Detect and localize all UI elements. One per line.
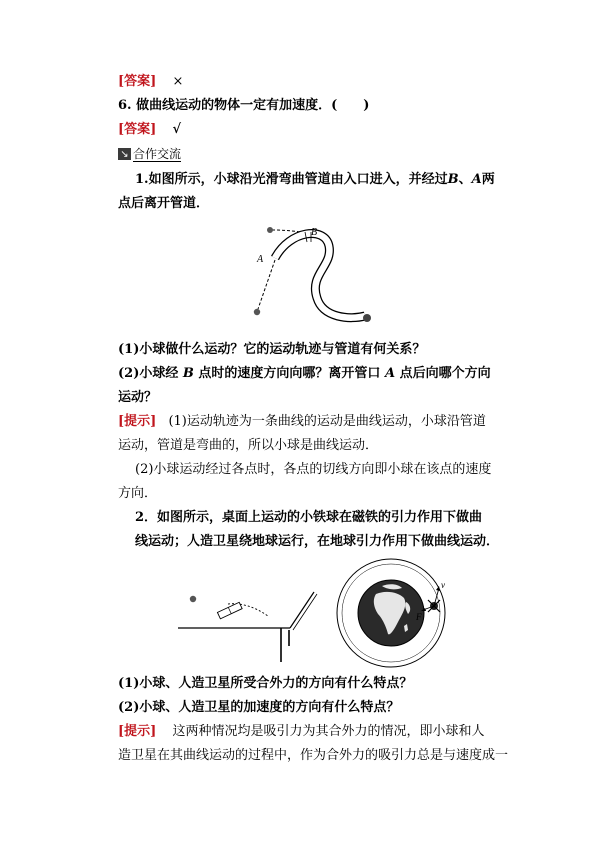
text: 点后向哪个方向: [399, 366, 491, 381]
question-6: [118, 98, 369, 114]
arrow-icon: ↘: [118, 148, 131, 160]
text: 、: [458, 172, 472, 187]
hint-label: [提示]: [118, 414, 157, 429]
section-header: [118, 146, 181, 162]
iron-ball: [190, 596, 196, 602]
p1-intro-line1: [135, 172, 495, 188]
label-b: B: [311, 227, 318, 238]
answer-cross: ×: [172, 74, 184, 89]
p1-intro-line2: 点后离开管道．: [118, 196, 210, 211]
table-edge: [290, 592, 314, 628]
q6-answer: [118, 122, 181, 138]
text: 1.如图所示，小球沿光滑弯曲管道由入口进入，并经过: [135, 172, 448, 187]
table-figure: [178, 578, 323, 663]
table-edge-back: [293, 594, 317, 630]
q5-answer: [118, 74, 183, 90]
ball-exit: [254, 309, 260, 315]
hint-text: 这两种情况均是吸引力为其合外力的情况，即小球和人: [172, 724, 485, 739]
p1-question-2-line2: 运动？: [118, 390, 158, 405]
label-f: F: [416, 612, 422, 622]
p2-hint-line2: 造卫星在其曲线运动的过程中，作为合外力的吸引力总是与速度成一: [118, 748, 509, 763]
point-a: A: [384, 366, 396, 381]
point-b: B: [447, 172, 459, 187]
p1-question-2-line1: [118, 366, 491, 382]
section-title: 合作交流: [133, 146, 182, 161]
pipe-figure: [245, 218, 385, 338]
p1-question-1: (1)小球做什么运动？它的运动轨迹与管道有何关系？: [118, 342, 426, 357]
answer-check: √: [172, 122, 181, 137]
text: (2)小球经: [118, 366, 179, 381]
point-a: A: [471, 172, 482, 187]
ball-start: [267, 227, 273, 233]
p1-hint-1-line2: 运动，管道是弯曲的，所以小球是曲线运动．: [118, 438, 379, 453]
ball-end: [363, 314, 371, 322]
text: 点时的速度方向向哪？离开管口: [198, 366, 381, 381]
p2-intro-line1: 2．如图所示，桌面上运动的小铁球在磁铁的引力作用下做曲: [135, 510, 483, 525]
p2-question-1: (1)小球、人造卫星所受合外力的方向有什么特点？: [118, 676, 413, 691]
exit-path: [258, 260, 275, 309]
answer-label: [答案]: [118, 122, 157, 137]
p2-hint: [118, 724, 484, 740]
p1-hint-1: [118, 414, 486, 430]
point-b: B: [182, 366, 194, 381]
magnet: [217, 602, 242, 618]
question-text: 做曲线运动的物体一定有加速度．( ): [136, 98, 370, 113]
hint-text: (1)运动轨迹为一条曲线的运动是曲线运动，小球沿管道: [168, 414, 486, 429]
p1-hint-2-line2: 方向．: [118, 486, 158, 501]
p2-intro-line2: 线运动；人造卫星绕地球运行，在地球引力作用下做曲线运动．: [135, 534, 500, 549]
p1-hint-2: (2)小球运动经过各点时，各点的切线方向即小球在该点的速度: [135, 462, 492, 477]
label-a: A: [257, 254, 264, 265]
earth-figure: [336, 556, 466, 676]
answer-label: [答案]: [118, 74, 157, 89]
pipe-inner: [275, 234, 365, 318]
question-number: 6.: [118, 98, 132, 113]
p2-question-2: (2)小球、人造卫星的加速度的方向有什么特点？: [118, 700, 400, 715]
text: 两: [481, 172, 495, 187]
label-v: v: [441, 580, 445, 590]
hint-label: [提示]: [118, 724, 157, 739]
